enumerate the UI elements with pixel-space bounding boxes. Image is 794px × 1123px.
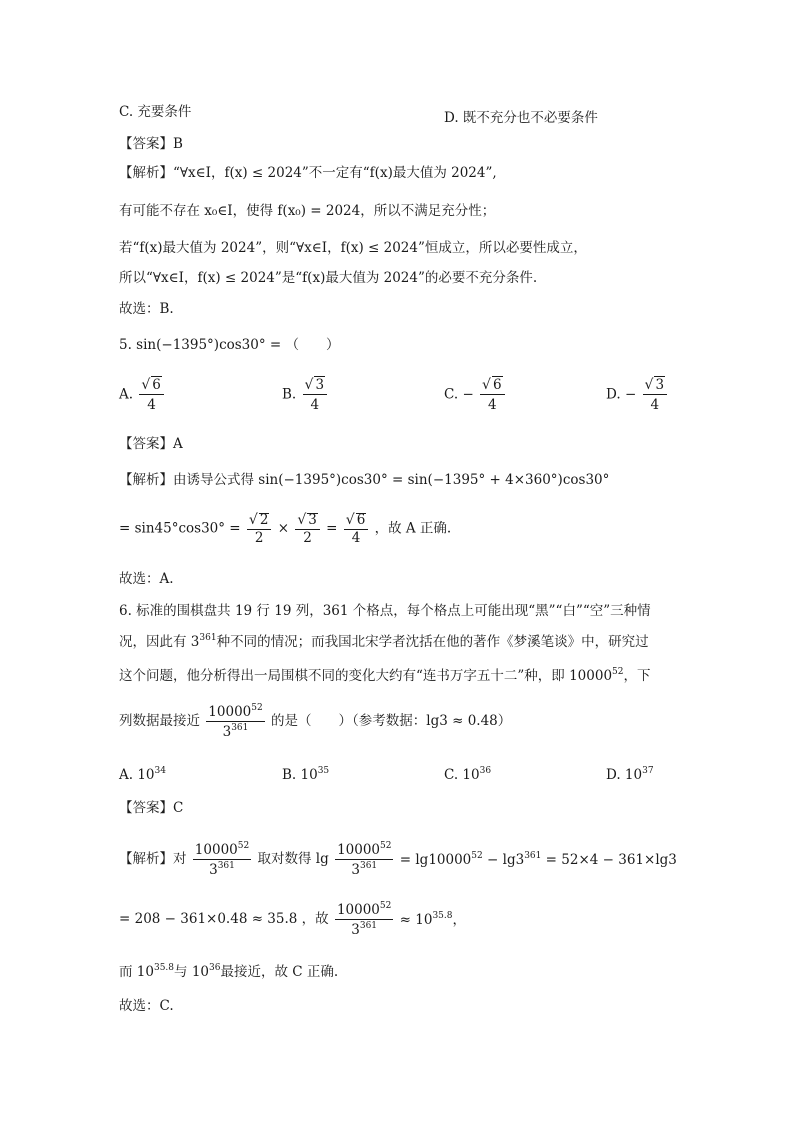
q6-solution-text-c: = lg10000	[399, 851, 472, 868]
q6-option-d-text: D. 10	[606, 767, 643, 783]
q5-option-a-denominator: 4	[147, 397, 156, 413]
q4-solution-line-1	[119, 167, 497, 181]
q6-stem-line-1: 6. 标准的围棋盘共 19 行 19 列，361 个格点，每个格点上可能出现“黑”“白”“空”三种情	[119, 603, 651, 619]
q5-option-d-radicand: 3	[655, 377, 665, 393]
q6-exponent: 52	[612, 667, 624, 677]
q5-option-a-letter: A.	[119, 386, 134, 403]
q5-solution-conclusion: ，故 A 正确.	[374, 520, 452, 537]
q4-solution-label: 【解析】	[119, 165, 173, 181]
q5-choose: 故选：A.	[119, 571, 174, 587]
q6-solution-line-1	[119, 842, 677, 877]
q6-choose: 故选：C.	[119, 998, 174, 1014]
fraction-numerator: 10000	[194, 842, 238, 858]
q5-option-a	[119, 376, 166, 413]
fraction-denominator-exponent: 361	[359, 860, 378, 871]
q5-option-b-fraction	[303, 376, 328, 413]
q5-option-b-denominator: 4	[310, 397, 320, 413]
q5-fraction-2-radicand: 3	[308, 512, 317, 528]
q5-option-a-radicand: 6	[152, 377, 161, 393]
fraction-numerator-exponent: 52	[380, 841, 392, 851]
fraction-denominator: 3	[209, 861, 218, 878]
q6-solution-text-b: 取对数得 lg	[257, 850, 329, 867]
q5-fraction-2-denominator: 2	[303, 529, 312, 546]
q5-solution-label: 【解析】	[119, 472, 173, 488]
q5-solution-expr: = sin45°cos30° =	[119, 520, 241, 537]
q4-option-d: D. 既不充分也不必要条件	[444, 110, 598, 126]
q6-solution-fraction-1	[193, 842, 251, 877]
q6-solution-fraction-3	[335, 902, 393, 937]
fraction-denominator-exponent: 361	[359, 920, 378, 931]
q5-option-b-letter: B.	[282, 386, 297, 403]
fraction-numerator: 10000	[336, 902, 380, 918]
q5-option-d-denominator: 4	[650, 397, 660, 413]
q6-option-c-exponent: 36	[479, 766, 492, 776]
q6-option-d-exponent: 37	[642, 766, 654, 776]
q5-answer: 【答案】A	[119, 436, 183, 452]
q6-option-a	[119, 766, 166, 783]
q5-option-c-fraction	[480, 376, 505, 413]
q5-solution-line-2	[119, 513, 451, 545]
q6-stem-fraction	[206, 704, 264, 739]
q6-exponent: 361	[199, 633, 217, 643]
fraction-denominator: 3	[222, 723, 232, 740]
q5-fraction-3-radicand: 6	[356, 512, 366, 528]
q4-answer: 【答案】B	[119, 136, 183, 152]
radical-icon: √	[644, 377, 654, 393]
q6-solution-line-2	[119, 902, 466, 937]
q5-option-c	[444, 376, 507, 413]
q6-stem-line-2a: 况，因此有 3	[119, 634, 200, 650]
q6-option-b-exponent: 35	[317, 766, 330, 776]
q5-option-d-fraction	[643, 376, 668, 413]
q6-solution-exponent: 35.8	[153, 963, 175, 973]
fraction-numerator-exponent: 52	[237, 841, 250, 851]
fraction-numerator-exponent: 52	[379, 901, 392, 911]
fraction-denominator: 3	[351, 861, 360, 878]
q5-option-b-radicand: 3	[315, 377, 325, 393]
q6-solution-text-d: − lg3	[487, 851, 525, 868]
q5-solution-text: 由诱导公式得 sin(−1395°)cos30° = sin(−1395° + 4×360°)cos30°	[173, 472, 610, 488]
minus-sign: −	[462, 386, 474, 403]
radical-icon: √	[141, 377, 151, 393]
q5-solution-fraction-2: $\frac{√ 3}{2}$	[295, 513, 320, 545]
q6-solution-exponent: 36	[209, 963, 221, 973]
q6-stem-line-4a: 列数据最接近	[119, 712, 200, 729]
q6-option-a-exponent: 34	[154, 766, 166, 776]
fraction-numerator-exponent: 52	[251, 703, 263, 713]
q6-option-b-text: B. 10	[282, 767, 318, 783]
radical-icon: √	[304, 377, 314, 393]
equals-sign: =	[326, 520, 338, 537]
q6-solution-exponent: 52	[471, 850, 483, 861]
q6-solution-text-a: 对	[173, 850, 187, 867]
q6-solution-line-3	[119, 964, 338, 980]
q6-stem-line-4b: 的是（ ）（参考数据：lg3 ≈ 0.48）	[271, 712, 512, 729]
q6-solution-line-3b: 与 10	[174, 964, 210, 980]
q5-option-b	[282, 376, 329, 413]
q6-answer: 【答案】C	[119, 800, 184, 816]
q6-stem-line-3	[119, 668, 651, 684]
q6-option-d	[606, 766, 654, 783]
q5-solution-fraction-3: $\frac{√ 6}{4}$	[344, 513, 369, 545]
fraction-denominator-exponent: 361	[217, 860, 235, 871]
q5-option-d	[606, 376, 669, 413]
q6-solution-line-2c: ，	[452, 911, 466, 928]
q6-option-c-text: C. 10	[444, 767, 480, 783]
q5-option-c-denominator: 4	[488, 397, 497, 413]
q4-choose: 故选：B.	[119, 301, 174, 317]
q6-solution-label: 【解析】	[119, 850, 173, 867]
times-sign: ×	[277, 520, 290, 537]
q6-solution-exponent: 361	[524, 850, 542, 861]
q5-stem: 5. sin(−1395°)cos30° = （ ）	[119, 337, 340, 353]
q5-option-c-letter: C.	[444, 386, 459, 403]
q6-stem-line-2b: 种不同的情况；而我国北宋学者沈括在他的著作《梦溪笔谈》中，研究过	[216, 634, 649, 650]
q5-option-c-radicand: 6	[492, 377, 502, 393]
fraction-numerator: 10000	[337, 842, 381, 858]
q6-solution-line-3a: 而 10	[119, 964, 154, 980]
q4-solution-line-3: 若“f(x)最大值为 2024”，则“∀x∈I，f(x) ≤ 2024”恒成立，所以必要性成立，	[119, 240, 587, 256]
q6-solution-fraction-2	[335, 842, 393, 877]
fraction-denominator: 3	[351, 921, 360, 938]
q6-solution-line-2a: = 208 − 361×0.48 ≈ 35.8 ，故	[119, 910, 329, 927]
q6-solution-line-3c: 最接近，故 C 正确.	[220, 964, 339, 980]
q6-option-b	[282, 766, 329, 783]
fraction-denominator-exponent: 361	[231, 722, 249, 733]
q5-option-d-letter: D.	[606, 386, 621, 403]
radical-icon: √	[482, 377, 491, 393]
q5-solution-line-1	[119, 474, 609, 488]
q4-solution-line-4: 所以“∀x∈I，f(x) ≤ 2024”是“f(x)最大值为 2024”的必要不充分条件.	[119, 270, 538, 286]
q4-option-c: C. 充要条件	[119, 104, 192, 120]
minus-sign: −	[624, 386, 637, 403]
q5-fraction-1-denominator: 2	[254, 529, 264, 546]
q5-option-a-fraction	[139, 376, 164, 413]
fraction-numerator: 10000	[208, 704, 252, 720]
q6-solution-text-e: = 52×4 − 361×lg3	[545, 851, 677, 868]
q6-stem-line-2	[119, 634, 649, 650]
q5-solution-fraction-1: $\frac{√ 2}{2}$	[247, 513, 272, 545]
q6-option-c	[444, 766, 491, 783]
q6-solution-line-2b: ≈ 10	[399, 911, 433, 928]
q6-solution-exponent: 35.8	[432, 910, 453, 921]
q6-stem-line-3b: ，下	[623, 668, 651, 684]
q5-fraction-3-denominator: 4	[351, 529, 361, 546]
q4-solution-line-2: 有可能不存在 x₀∈I，使得 f(x₀) = 2024，所以不满足充分性；	[119, 203, 496, 219]
q4-solution-text: “∀x∈I，f(x) ≤ 2024”不一定有“f(x)最大值为 2024”,	[173, 165, 497, 181]
q6-option-a-text: A. 10	[119, 767, 155, 783]
q6-stem-line-4	[119, 704, 511, 739]
q6-stem-line-3a: 这个问题，他分析得出一局围棋不同的变化大约有“连书万字五十二”种，即 10000	[119, 668, 613, 684]
q5-fraction-1-radicand: 2	[259, 512, 269, 528]
